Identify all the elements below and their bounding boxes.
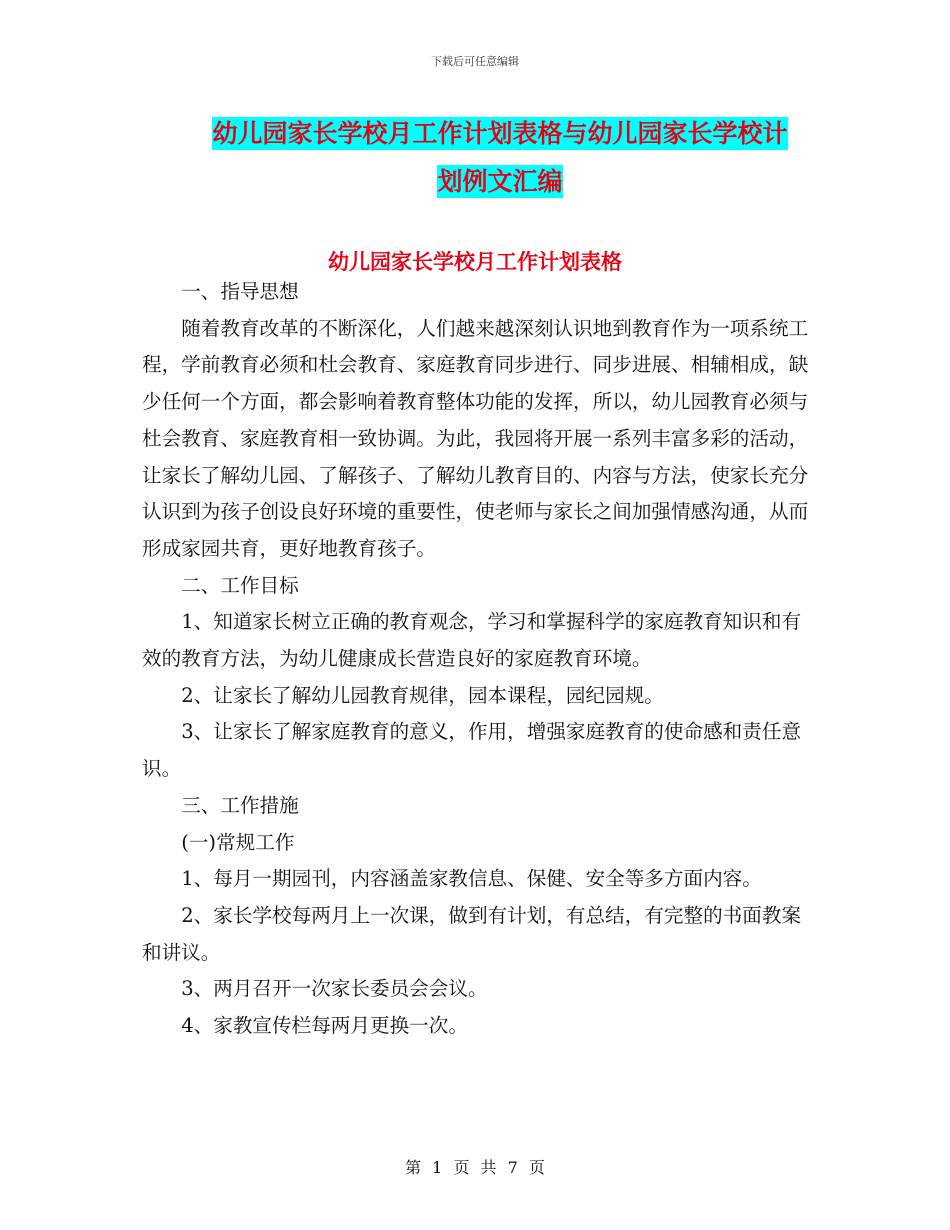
heading-guiding-ideology: 一、指导思想: [181, 280, 299, 303]
goal-item-2: 2、让家长了解幼儿园教育规律，园本课程，园纪园规。: [181, 683, 664, 707]
subheading-routine-work: (一)常规工作: [181, 830, 295, 854]
measure-item-2: 2、家长学校每两月上一次课，做到有计划，有总结，有完整的书面教案和讲议。: [142, 903, 802, 964]
goal-item-3: 3、让家长了解家庭教育的意义，作用，增强家庭教育的使命感和责任意识。: [142, 720, 802, 781]
page-title: [140, 110, 860, 206]
heading-work-measures: 三、工作措施: [181, 793, 299, 817]
section-title: 幼儿园家长学校月工作计划表格: [328, 249, 622, 274]
measure-item-1: 1、每月一期园刊，内容涵盖家教信息、保健、安全等多方面内容。: [181, 867, 762, 891]
page-number-footer: 第 1 页 共 7 页: [405, 1158, 545, 1177]
measure-item-3: 3、两月召开一次家长委员会会议。: [181, 977, 488, 1001]
title-line-2: 划例文汇编: [437, 167, 563, 196]
header-note: 下载后可任意编辑: [431, 55, 519, 68]
measure-item-4: 4、家教宣传栏每两月更换一次。: [181, 1014, 468, 1038]
body-text: [142, 274, 812, 1045]
goal-item-1: 1、知道家长树立正确的教育观念，学习和掌握科学的家庭教育知识和有效的教育方法，为幼儿健康成长营造良好的家庭教育环境。: [142, 610, 802, 671]
heading-work-goals: 二、工作目标: [181, 573, 299, 597]
title-line-1: 幼儿园家长学校月工作计划表格与幼儿园家长学校计: [212, 119, 788, 148]
paragraph-ideology-text: 随着教育改革的不断深化，人们越来越深刻认识地到教育作为一项系统工程，学前教育必须和杜会教育、家庭教育同步进行、同步进展、相辅相成，缺少任何一个方面，都会影响着教育整体功能的发挥，所以，幼儿园教育必须与杜会教育、家庭教育相一致协调。为此，我园将开展一系列丰富多彩的活动，让家长了解幼儿园、了解孩子、了解幼儿教育目的、内容与方法，使家长充分认识到为孩子创设良好环境的重要性，使老师与家长之间加强情感沟通，从而形成家园共育，更好地教育孩子。: [142, 316, 809, 560]
